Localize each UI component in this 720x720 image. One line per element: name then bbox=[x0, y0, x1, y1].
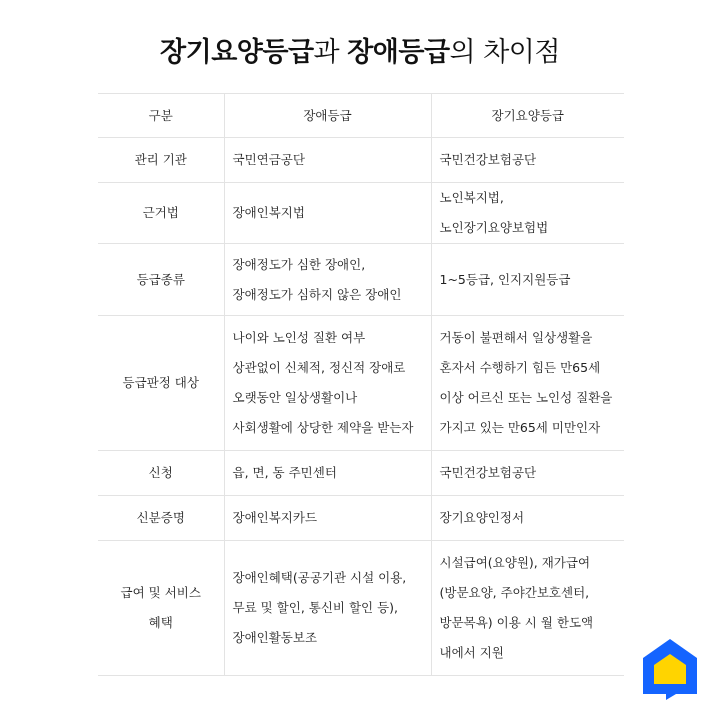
cell-text-line: 이상 어르신 또는 노인성 질환을 bbox=[439, 390, 613, 405]
cell-text-line: 오랫동안 일상생활이나 bbox=[232, 390, 358, 405]
table-row bbox=[98, 496, 624, 541]
table-row bbox=[98, 451, 624, 496]
cell-text-line: 혜택 bbox=[148, 615, 173, 630]
table-row bbox=[98, 316, 624, 451]
longterm-care-cell bbox=[431, 541, 624, 676]
cell-text-line: 노인복지법, bbox=[439, 190, 504, 205]
cell-text-line: 신청 bbox=[148, 465, 173, 480]
table-row bbox=[98, 183, 624, 244]
cell-text-line: 내에서 지원 bbox=[439, 645, 504, 660]
cell-text-line: 가지고 있는 만65세 미만인자 bbox=[439, 420, 601, 435]
page-title bbox=[0, 30, 720, 69]
cell-text-line: 국민건강보험공단 bbox=[439, 465, 537, 480]
cell-text-line: 거동이 불편해서 일상생활을 bbox=[439, 330, 593, 345]
comparison-table bbox=[98, 93, 624, 676]
disability-grade-cell bbox=[224, 496, 431, 541]
disability-grade-cell bbox=[224, 451, 431, 496]
cell-text-line: 장애정도가 심하지 않은 장애인 bbox=[232, 286, 402, 302]
cell-text-line: 등급판정 대상 bbox=[122, 375, 199, 390]
cell-text-line: 급여 및 서비스 bbox=[120, 585, 201, 600]
cell-text-line: 신분증명 bbox=[136, 510, 185, 525]
cell-text-line: 노인장기요양보험법 bbox=[439, 220, 549, 235]
cell-text-line: 장애인혜택(공공기관 시설 이용, bbox=[232, 570, 407, 585]
row-label-cell bbox=[98, 541, 224, 676]
row-label-cell bbox=[98, 244, 224, 316]
disability-grade-cell bbox=[224, 244, 431, 316]
title-difference: 의 차이점 bbox=[449, 37, 560, 68]
table-row bbox=[98, 541, 624, 676]
title-disability-grade: 장애등급 bbox=[347, 37, 450, 68]
longterm-care-cell bbox=[431, 451, 624, 496]
title-and: 과 bbox=[313, 37, 348, 68]
disability-grade-cell bbox=[224, 138, 431, 183]
cell-text-line: 사회생활에 상당한 제약을 받는자 bbox=[232, 420, 414, 435]
cell-text-line: 국민연금공단 bbox=[232, 152, 305, 167]
cell-text-line: 1~5등급, 인지지원등급 bbox=[439, 271, 571, 287]
header-category: 구분 bbox=[98, 94, 224, 138]
table-header-row bbox=[98, 94, 624, 138]
cell-text-line: 혼자서 수행하기 힘든 만65세 bbox=[439, 360, 601, 375]
disability-grade-cell bbox=[224, 541, 431, 676]
row-label-cell bbox=[98, 316, 224, 451]
longterm-care-cell bbox=[431, 496, 624, 541]
cell-text-line: 장애인복지카드 bbox=[232, 510, 318, 525]
header-disability-grade: 장애등급 bbox=[224, 94, 431, 138]
cell-text-line: 방문목욕) 이용 시 월 한도액 bbox=[439, 615, 594, 630]
row-label-cell bbox=[98, 138, 224, 183]
row-label-cell bbox=[98, 451, 224, 496]
longterm-care-cell bbox=[431, 183, 624, 244]
disability-grade-cell bbox=[224, 316, 431, 451]
title-longterm-care-grade: 장기요양등급 bbox=[160, 37, 314, 68]
table-row bbox=[98, 244, 624, 316]
cell-text-line: 시설급여(요양원), 재가급여 bbox=[439, 555, 591, 570]
cell-text-line: 장애인활동보조 bbox=[232, 630, 318, 645]
table-row bbox=[98, 138, 624, 183]
cell-text-line: 나이와 노인성 질환 여부 bbox=[232, 330, 366, 345]
cell-text-line: 등급종류 bbox=[136, 271, 185, 287]
longterm-care-cell bbox=[431, 138, 624, 183]
cell-text-line: 무료 및 할인, 통신비 할인 등), bbox=[232, 600, 399, 615]
longterm-care-cell bbox=[431, 244, 624, 316]
cell-text-line: 장애정도가 심한 장애인, bbox=[232, 256, 366, 272]
cell-text-line: 국민건강보험공단 bbox=[439, 152, 537, 167]
cell-text-line: 관리 기관 bbox=[134, 152, 187, 167]
cell-text-line: (방문요양, 주야간보호센터, bbox=[439, 585, 590, 600]
house-chat-logo-icon bbox=[640, 636, 700, 700]
disability-grade-cell bbox=[224, 183, 431, 244]
header-longterm-care-grade: 장기요양등급 bbox=[431, 94, 624, 138]
cell-text-line: 장기요양인정서 bbox=[439, 510, 525, 525]
cell-text-line: 근거법 bbox=[142, 205, 179, 220]
row-label-cell bbox=[98, 183, 224, 244]
longterm-care-cell bbox=[431, 316, 624, 451]
row-label-cell bbox=[98, 496, 224, 541]
cell-text-line: 장애인복지법 bbox=[232, 205, 305, 220]
cell-text-line: 읍, 면, 동 주민센터 bbox=[232, 465, 337, 480]
cell-text-line: 상관없이 신체적, 정신적 장애로 bbox=[232, 360, 406, 375]
